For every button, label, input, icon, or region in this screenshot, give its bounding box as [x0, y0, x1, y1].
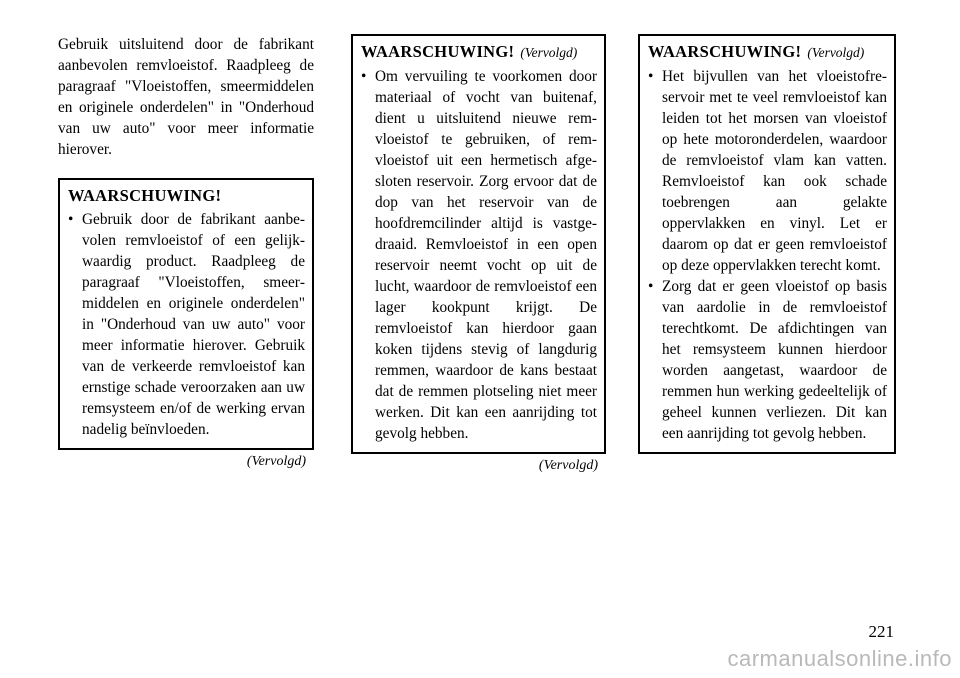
warning-title-continued: (Vervolgd) — [520, 45, 578, 60]
warning-title-text: WAARSCHUWING! — [68, 186, 222, 205]
list-item-text: Het bijvullen van het vloeistofreservoir met te veel remvloeistof kan leiden tot het morsen van vloeistof op hete motoronderdelen, waardoor de remvloeistof vlam kan vatten. Remvloeistof kan ook schade toebrengen aan gelakte oppervlakken en vinyl. Let er daarom op dat er geen remvloeistof op deze oppervlakken terecht komt. — [662, 68, 887, 274]
warning-title-continued: (Vervolgd) — [807, 45, 865, 60]
warning-box-2 — [351, 34, 606, 454]
warning-list — [361, 66, 597, 444]
list-item — [648, 66, 887, 276]
bullet-icon: • — [68, 211, 74, 228]
watermark: carmanualsonline.info — [727, 646, 952, 671]
list-item — [68, 209, 305, 440]
warning-box-3 — [638, 34, 896, 454]
intro-paragraph: Gebruik uitsluitend door de fabrikant aanbevolen remvloeistof. Raadpleeg de paragraaf "Vloeistoffen, smeermiddelen en originele onderdelen" in "Onderhoud van uw auto" voor meer informatie hierover. — [58, 36, 314, 158]
warning-title-text: WAARSCHUWING! — [648, 42, 802, 61]
bullet-icon: • — [361, 68, 367, 85]
warning-list — [648, 66, 887, 444]
warning-title — [361, 41, 597, 64]
warning-title — [68, 185, 305, 207]
continued-label: (Vervolgd) — [538, 458, 598, 473]
bullet-icon: • — [648, 68, 654, 85]
list-item-text: Om vervuiling te voorkomen door materiaal of vocht van buitenaf, dient u uitsluitend nieuwe remvloeistof te gebruiken, of remvloeistof uit een hermetisch afgesloten reservoir. Zorg ervoor dat de dop van het reservoir van de hoofdremcilinder altijd is vastgedraaid. Remvloeistof in een open reservoir neemt vocht op uit de lucht, waardoor de remvloeistof een lager kookpunt krijgt. De remvloeistof kan hierdoor gaan koken tijdens stevig of langdurig remmen, waardoor de kans bestaat dat de remmen plotseling niet meer werken. Dit kan een aanrijding tot gevolg hebben. — [375, 68, 597, 442]
list-item — [648, 276, 887, 444]
warning-title-text: WAARSCHUWING! — [361, 42, 515, 61]
list-item-text: Gebruik door de fabrikant aanbevolen remvloeistof of een gelijkwaardig product. Raadpleeg de paragraaf "Vloeistoffen, smeermiddelen en originele onderdelen" in "Onderhoud van uw auto" voor meer informatie hierover. Gebruik van de verkeerde remvloeistof kan ernstige schade veroorzaken aan uw remsysteem en/of de werking ervan nadelig beïnvloeden. — [82, 211, 305, 438]
column-middle — [351, 34, 606, 474]
column-left — [58, 34, 314, 470]
list-item — [361, 66, 597, 444]
page-number: 221 — [868, 622, 894, 641]
bullet-icon: • — [648, 278, 654, 295]
warning-title — [648, 41, 887, 64]
warning-list — [68, 209, 305, 440]
continued-label: (Vervolgd) — [246, 454, 306, 469]
column-right — [638, 34, 896, 454]
list-item-text: Zorg dat er geen vloeistof op basis van aardolie in de remvloeistof terechtkomt. De afdichtingen van het remsysteem kunnen hierdoor worden aangetast, waardoor de remmen hun werking gedeeltelijk of geheel kunnen verliezen. Dit kan een aanrijding tot gevolg hebben. — [662, 278, 887, 442]
warning-box-1 — [58, 178, 314, 450]
